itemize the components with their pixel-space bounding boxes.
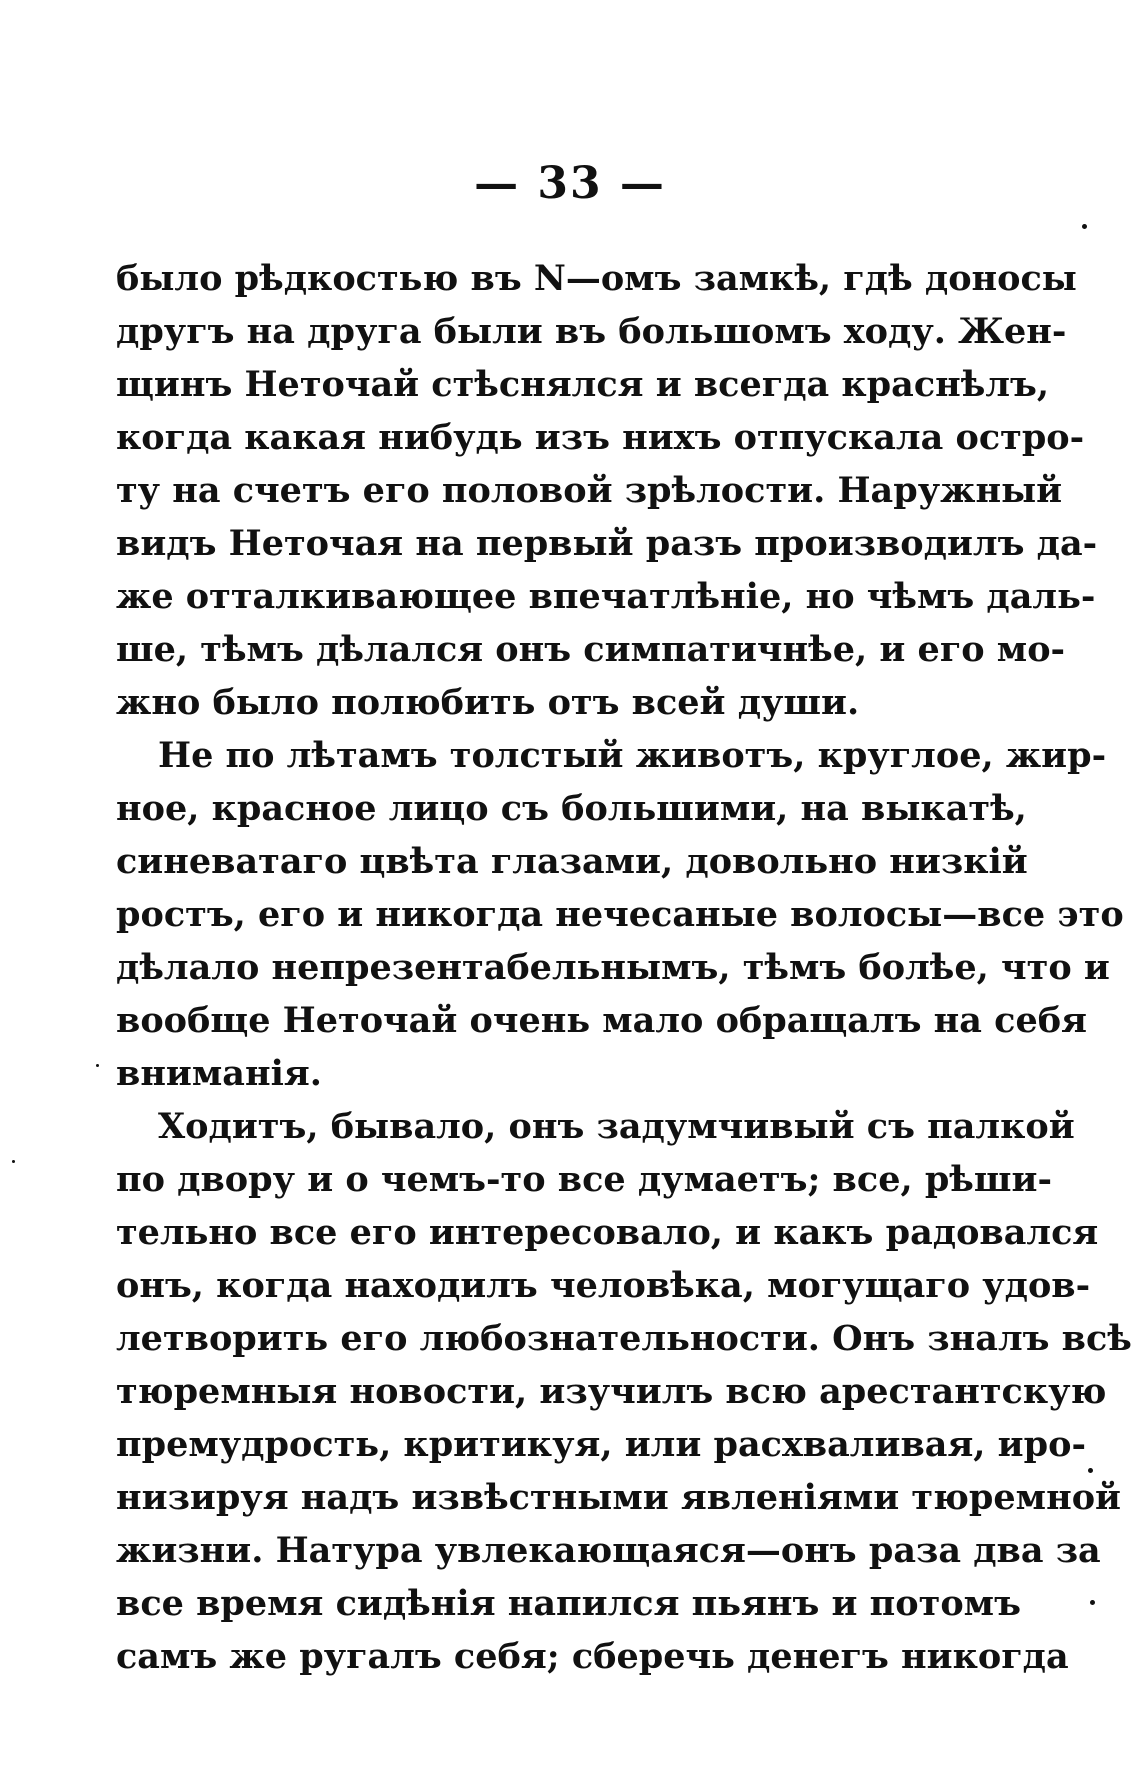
- text-line: было рѣдкостью въ N—омъ замкѣ, гдѣ доносы: [116, 258, 1077, 299]
- text-line: щинъ Неточай стѣснялся и всегда краснѣлъ,: [116, 364, 1050, 405]
- text-line: тельно все его интересовало, и какъ радовался: [116, 1212, 1099, 1253]
- print-speck: [96, 1064, 99, 1067]
- text-line: видъ Неточая на первый разъ производилъ да-: [116, 523, 1098, 564]
- text-line: вниманія.: [116, 1053, 322, 1094]
- text-line: синеватаго цвѣта глазами, довольно низкій: [116, 841, 1028, 882]
- text-line: онъ, когда находилъ человѣка, могущаго удов-: [116, 1265, 1091, 1306]
- print-speck: [1090, 1600, 1095, 1605]
- text-line: жно было полюбить отъ всей души.: [116, 682, 860, 723]
- text-line: ное, красное лицо съ большими, на выкатѣ,: [116, 788, 1027, 829]
- text-line: летворить его любознательности. Онъ зналъ всѣ: [116, 1318, 1132, 1359]
- paragraph-1: [116, 252, 1098, 729]
- text-line: жизни. Натура увлекающаяся—онъ раза два за: [116, 1530, 1101, 1571]
- text-line: ше, тѣмъ дѣлался онъ симпатичнѣе, и его мо-: [116, 629, 1066, 670]
- text-line: дѣлало непрезентабельнымъ, тѣмъ болѣе, что и: [116, 947, 1110, 988]
- text-line: Ходитъ, бывало, онъ задумчивый съ палкой: [158, 1106, 1075, 1147]
- print-speck: [1088, 1468, 1093, 1473]
- paragraph-2: [116, 729, 1124, 1100]
- text-line: по двору и о чемъ-то все думаетъ; все, рѣши-: [116, 1159, 1053, 1200]
- body-text: [116, 252, 1132, 1683]
- paragraph-3: [116, 1100, 1132, 1683]
- print-speck: [12, 1160, 15, 1163]
- text-line: ту на счетъ его половой зрѣлости. Наружный: [116, 470, 1063, 511]
- page-number: — 33 —: [474, 158, 666, 209]
- text-line: ростъ, его и никогда нечесаные волосы—все это: [116, 894, 1124, 935]
- text-line: другъ на друга были въ большомъ ходу. Жен-: [116, 311, 1067, 352]
- text-line: Не по лѣтамъ толстый животъ, круглое, жир-: [158, 735, 1107, 776]
- text-line: вообще Неточай очень мало обращалъ на себя: [116, 1000, 1087, 1041]
- text-line: премудрость, критикуя, или расхваливая, иро-: [116, 1424, 1086, 1465]
- print-speck: [1082, 224, 1087, 229]
- text-line: все время сидѣнія напился пьянъ и потомъ: [116, 1583, 1021, 1624]
- text-line: же отталкивающее впечатлѣніе, но чѣмъ даль-: [116, 576, 1096, 617]
- text-line: когда какая нибудь изъ нихъ отпускала остро-: [116, 417, 1085, 458]
- text-line: самъ же ругалъ себя; сберечь денегъ никогда: [116, 1636, 1069, 1677]
- text-line: низируя надъ извѣстными явленіями тюремной: [116, 1477, 1122, 1518]
- text-line: тюремныя новости, изучилъ всю арестантскую: [116, 1371, 1107, 1412]
